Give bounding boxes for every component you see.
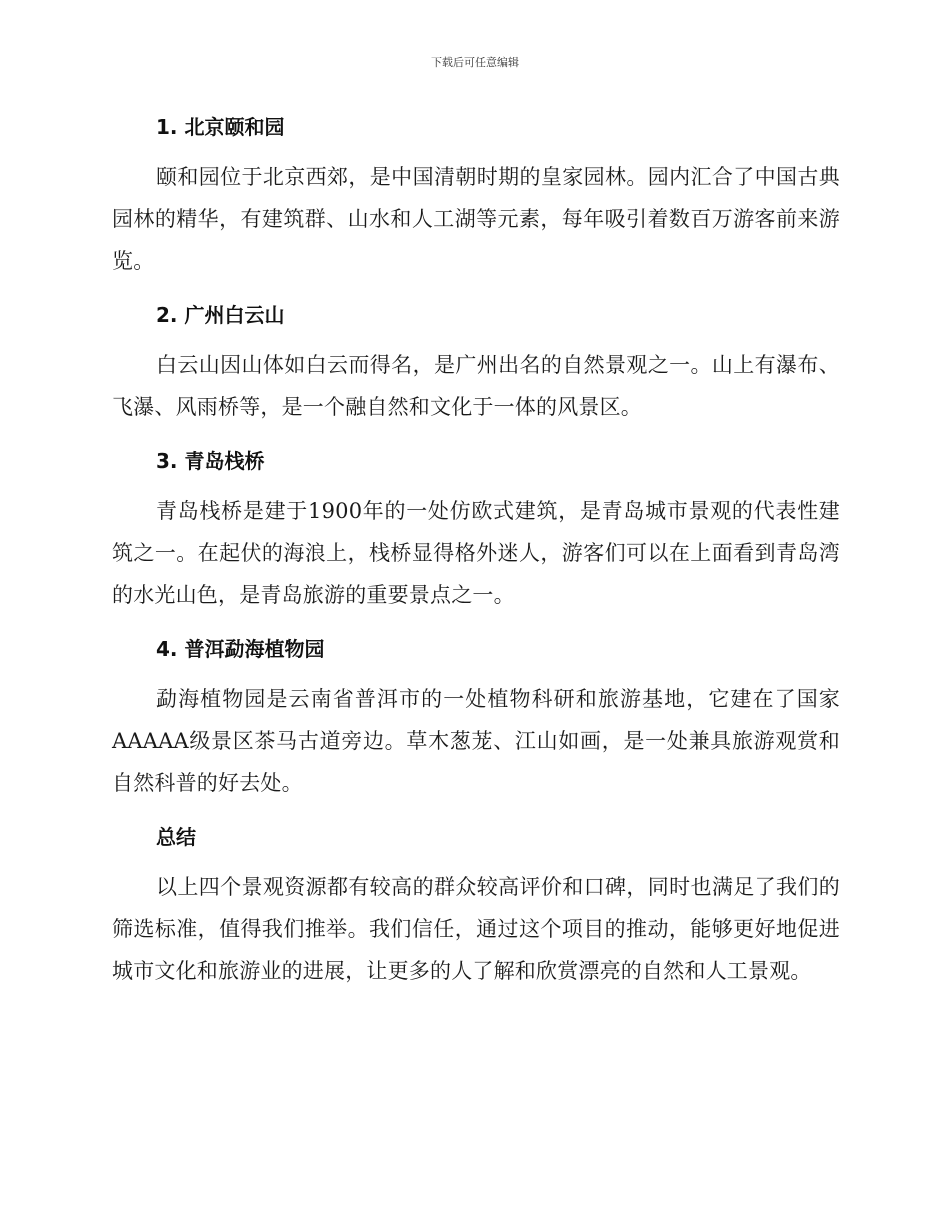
section-heading: 3. 青岛栈桥 (156, 449, 265, 473)
document-body (112, 108, 840, 1006)
section-paragraph: 青岛栈桥是建于1900年的一处仿欧式建筑，是青岛城市景观的代表性建筑之一。在起伏的海浪上，栈桥显得格外迷人，游客们可以在上面看到青岛湾的水光山色，是青岛旅游的重要景点之一。 (112, 499, 840, 607)
section-summary (112, 818, 840, 992)
section-paragraph: 白云山因山体如白云而得名，是广州出名的自然景观之一。山上有瀑布、飞瀑、风雨桥等，是一个融自然和文化于一体的风景区。 (112, 353, 840, 419)
section-summer-palace (112, 108, 840, 282)
section-baiyun-mountain (112, 296, 840, 428)
section-heading: 总结 (156, 825, 196, 849)
section-paragraph: 以上四个景观资源都有较高的群众较高评价和口碑，同时也满足了我们的筛选标准，值得我们推举。我们信任，通过这个项目的推动，能够更好地促进城市文化和旅游业的进展，让更多的人了解和欣赏漂亮的自然和人工景观。 (112, 875, 840, 983)
header-note: 下载后可任意编辑 (431, 56, 519, 69)
section-paragraph: 勐海植物园是云南省普洱市的一处植物科研和旅游基地，它建在了国家AAAAA级景区茶马古道旁边。草木葱茏、江山如画，是一处兼具旅游观赏和自然科普的好去处。 (112, 687, 840, 795)
section-heading: 1. 北京颐和园 (156, 115, 285, 139)
section-paragraph: 颐和园位于北京西郊，是中国清朝时期的皇家园林。园内汇合了中国古典园林的精华，有建筑群、山水和人工湖等元素，每年吸引着数百万游客前来游览。 (112, 165, 840, 273)
section-heading: 4. 普洱勐海植物园 (156, 637, 325, 661)
section-qingdao-pier (112, 442, 840, 616)
section-menghai-botanical-garden (112, 630, 840, 804)
section-heading: 2. 广州白云山 (156, 303, 285, 327)
